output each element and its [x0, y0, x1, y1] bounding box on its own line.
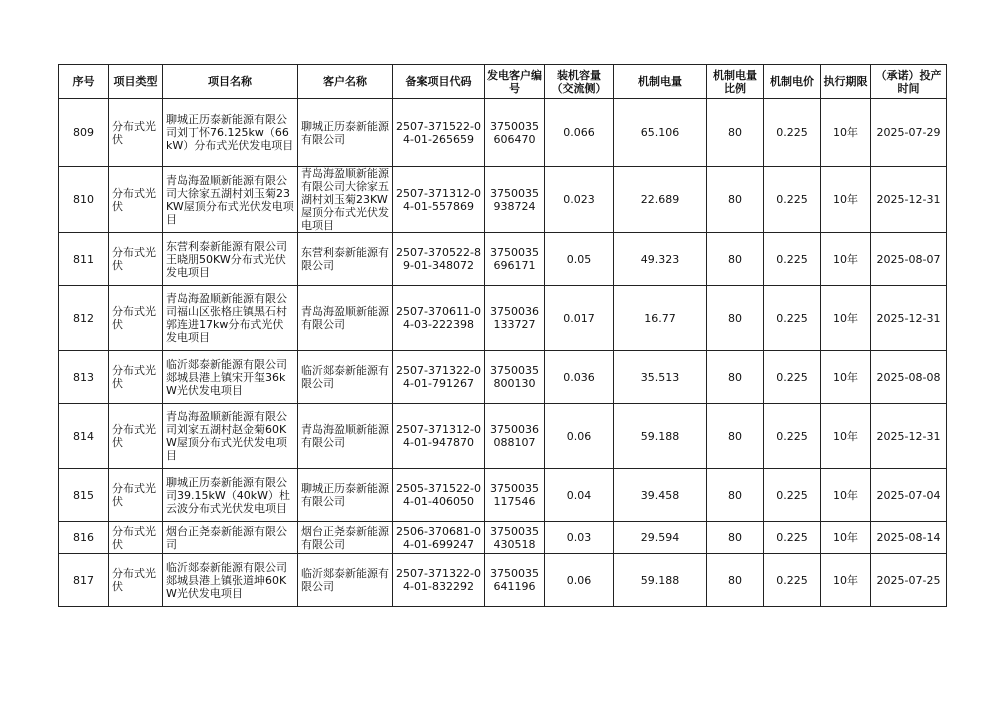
table-row [59, 99, 947, 167]
filing-code-cell: 2507-371322-04-01-791267 [393, 351, 485, 404]
filing-code-cell: 2507-371312-04-01-557869 [393, 167, 485, 233]
installed-capacity-cell: 0.017 [545, 286, 614, 351]
project-type-cell: 分布式光伏 [109, 469, 163, 522]
filing-code-cell: 2506-370681-04-01-699247 [393, 522, 485, 554]
project-name-cell: 青岛海盈顺新能源有限公司大徐家五湖村刘玉菊23KW屋顶分布式光伏发电项目 [163, 167, 298, 233]
project-type-cell: 分布式光伏 [109, 351, 163, 404]
project-type-cell: 分布式光伏 [109, 522, 163, 554]
execution-term-cell: 10年 [821, 167, 871, 233]
filing-code-cell: 2507-371322-04-01-832292 [393, 554, 485, 607]
row-number-cell: 812 [59, 286, 109, 351]
installed-capacity-cell: 0.023 [545, 167, 614, 233]
table-row [59, 404, 947, 469]
mechanism-price-cell: 0.225 [764, 351, 821, 404]
customer-name-cell: 聊城正历泰新能源有限公司 [298, 469, 393, 522]
customer-number-cell: 3750035641196 [485, 554, 545, 607]
project-name-cell: 聊城正历泰新能源有限公司39.15kW（40kW）杜云波分布式光伏发电项目 [163, 469, 298, 522]
project-name-cell: 青岛海盈顺新能源有限公司刘家五湖村赵金菊60KW屋顶分布式光伏发电项目 [163, 404, 298, 469]
project-name-cell: 烟台正尧泰新能源有限公司 [163, 522, 298, 554]
row-number-cell: 811 [59, 233, 109, 286]
project-type-cell: 分布式光伏 [109, 99, 163, 167]
table-row [59, 522, 947, 554]
customer-number-cell: 3750035606470 [485, 99, 545, 167]
customer-number-cell: 3750035117546 [485, 469, 545, 522]
table-row [59, 469, 947, 522]
header-cell: 客户名称 [298, 65, 393, 99]
mechanism-energy-cell: 35.513 [614, 351, 707, 404]
mechanism-price-cell: 0.225 [764, 233, 821, 286]
mechanism-energy-cell: 29.594 [614, 522, 707, 554]
filing-code-cell: 2507-370522-89-01-348072 [393, 233, 485, 286]
mechanism-energy-cell: 49.323 [614, 233, 707, 286]
header-cell: 装机容量（交流侧） [545, 65, 614, 99]
project-name-cell: 青岛海盈顺新能源有限公司福山区张格庄镇黑石村郭连进17kw分布式光伏发电项目 [163, 286, 298, 351]
customer-number-cell: 3750036133727 [485, 286, 545, 351]
energy-ratio-cell: 80 [707, 167, 764, 233]
customer-number-cell: 3750035430518 [485, 522, 545, 554]
customer-number-cell: 3750035800130 [485, 351, 545, 404]
energy-ratio-cell: 80 [707, 404, 764, 469]
table-row [59, 554, 947, 607]
row-number-cell: 817 [59, 554, 109, 607]
installed-capacity-cell: 0.03 [545, 522, 614, 554]
commissioning-date-cell: 2025-07-04 [871, 469, 947, 522]
mechanism-energy-cell: 22.689 [614, 167, 707, 233]
mechanism-energy-cell: 16.77 [614, 286, 707, 351]
row-number-cell: 816 [59, 522, 109, 554]
mechanism-energy-cell: 39.458 [614, 469, 707, 522]
header-cell: 项目名称 [163, 65, 298, 99]
commissioning-date-cell: 2025-12-31 [871, 167, 947, 233]
customer-number-cell: 3750036088107 [485, 404, 545, 469]
mechanism-price-cell: 0.225 [764, 469, 821, 522]
project-type-cell: 分布式光伏 [109, 404, 163, 469]
execution-term-cell: 10年 [821, 554, 871, 607]
customer-name-cell: 青岛海盈顺新能源有限公司 [298, 404, 393, 469]
energy-ratio-cell: 80 [707, 233, 764, 286]
table-row [59, 286, 947, 351]
installed-capacity-cell: 0.036 [545, 351, 614, 404]
mechanism-price-cell: 0.225 [764, 286, 821, 351]
filing-code-cell: 2507-371522-04-01-265659 [393, 99, 485, 167]
mechanism-price-cell: 0.225 [764, 404, 821, 469]
installed-capacity-cell: 0.06 [545, 554, 614, 607]
table-row [59, 351, 947, 404]
energy-ratio-cell: 80 [707, 522, 764, 554]
customer-name-cell: 青岛海盈顺新能源有限公司 [298, 286, 393, 351]
header-cell: 序号 [59, 65, 109, 99]
table-row [59, 233, 947, 286]
commissioning-date-cell: 2025-12-31 [871, 286, 947, 351]
customer-name-cell: 东营利泰新能源有限公司 [298, 233, 393, 286]
project-type-cell: 分布式光伏 [109, 233, 163, 286]
customer-number-cell: 3750035696171 [485, 233, 545, 286]
filing-code-cell: 2507-371312-04-01-947870 [393, 404, 485, 469]
header-cell: （承诺）投产时间 [871, 65, 947, 99]
commissioning-date-cell: 2025-12-31 [871, 404, 947, 469]
project-table [58, 64, 947, 607]
commissioning-date-cell: 2025-08-07 [871, 233, 947, 286]
commissioning-date-cell: 2025-07-25 [871, 554, 947, 607]
energy-ratio-cell: 80 [707, 286, 764, 351]
filing-code-cell: 2505-371522-04-01-406050 [393, 469, 485, 522]
energy-ratio-cell: 80 [707, 351, 764, 404]
installed-capacity-cell: 0.06 [545, 404, 614, 469]
header-cell: 机制电量比例 [707, 65, 764, 99]
table-header-row [59, 65, 947, 99]
installed-capacity-cell: 0.05 [545, 233, 614, 286]
header-cell: 发电客户编号 [485, 65, 545, 99]
execution-term-cell: 10年 [821, 99, 871, 167]
installed-capacity-cell: 0.04 [545, 469, 614, 522]
commissioning-date-cell: 2025-08-08 [871, 351, 947, 404]
energy-ratio-cell: 80 [707, 554, 764, 607]
energy-ratio-cell: 80 [707, 469, 764, 522]
customer-name-cell: 青岛海盈顺新能源有限公司大徐家五湖村刘玉菊23KW屋顶分布式光伏发电项目 [298, 167, 393, 233]
execution-term-cell: 10年 [821, 404, 871, 469]
customer-number-cell: 3750035938724 [485, 167, 545, 233]
header-cell: 机制电价 [764, 65, 821, 99]
project-name-cell: 聊城正历泰新能源有限公司刘丁怀76.125kw（66kW）分布式光伏发电项目 [163, 99, 298, 167]
mechanism-price-cell: 0.225 [764, 167, 821, 233]
mechanism-price-cell: 0.225 [764, 554, 821, 607]
commissioning-date-cell: 2025-07-29 [871, 99, 947, 167]
execution-term-cell: 10年 [821, 469, 871, 522]
mechanism-price-cell: 0.225 [764, 99, 821, 167]
mechanism-energy-cell: 65.106 [614, 99, 707, 167]
row-number-cell: 813 [59, 351, 109, 404]
mechanism-energy-cell: 59.188 [614, 404, 707, 469]
project-name-cell: 临沂郯泰新能源有限公司郯城县港上镇张道坤60KW光伏发电项目 [163, 554, 298, 607]
project-name-cell: 临沂郯泰新能源有限公司郯城县港上镇宋开玺36kW光伏发电项目 [163, 351, 298, 404]
project-type-cell: 分布式光伏 [109, 167, 163, 233]
customer-name-cell: 临沂郯泰新能源有限公司 [298, 554, 393, 607]
project-type-cell: 分布式光伏 [109, 286, 163, 351]
execution-term-cell: 10年 [821, 351, 871, 404]
customer-name-cell: 烟台正尧泰新能源有限公司 [298, 522, 393, 554]
header-cell: 执行期限 [821, 65, 871, 99]
execution-term-cell: 10年 [821, 522, 871, 554]
customer-name-cell: 临沂郯泰新能源有限公司 [298, 351, 393, 404]
row-number-cell: 809 [59, 99, 109, 167]
row-number-cell: 810 [59, 167, 109, 233]
header-cell: 机制电量 [614, 65, 707, 99]
installed-capacity-cell: 0.066 [545, 99, 614, 167]
execution-term-cell: 10年 [821, 286, 871, 351]
table-row [59, 167, 947, 233]
mechanism-energy-cell: 59.188 [614, 554, 707, 607]
project-name-cell: 东营利泰新能源有限公司王晓朋50KW分布式光伏发电项目 [163, 233, 298, 286]
header-cell: 备案项目代码 [393, 65, 485, 99]
commissioning-date-cell: 2025-08-14 [871, 522, 947, 554]
row-number-cell: 814 [59, 404, 109, 469]
energy-ratio-cell: 80 [707, 99, 764, 167]
execution-term-cell: 10年 [821, 233, 871, 286]
filing-code-cell: 2507-370611-04-03-222398 [393, 286, 485, 351]
row-number-cell: 815 [59, 469, 109, 522]
project-type-cell: 分布式光伏 [109, 554, 163, 607]
header-cell: 项目类型 [109, 65, 163, 99]
mechanism-price-cell: 0.225 [764, 522, 821, 554]
customer-name-cell: 聊城正历泰新能源有限公司 [298, 99, 393, 167]
